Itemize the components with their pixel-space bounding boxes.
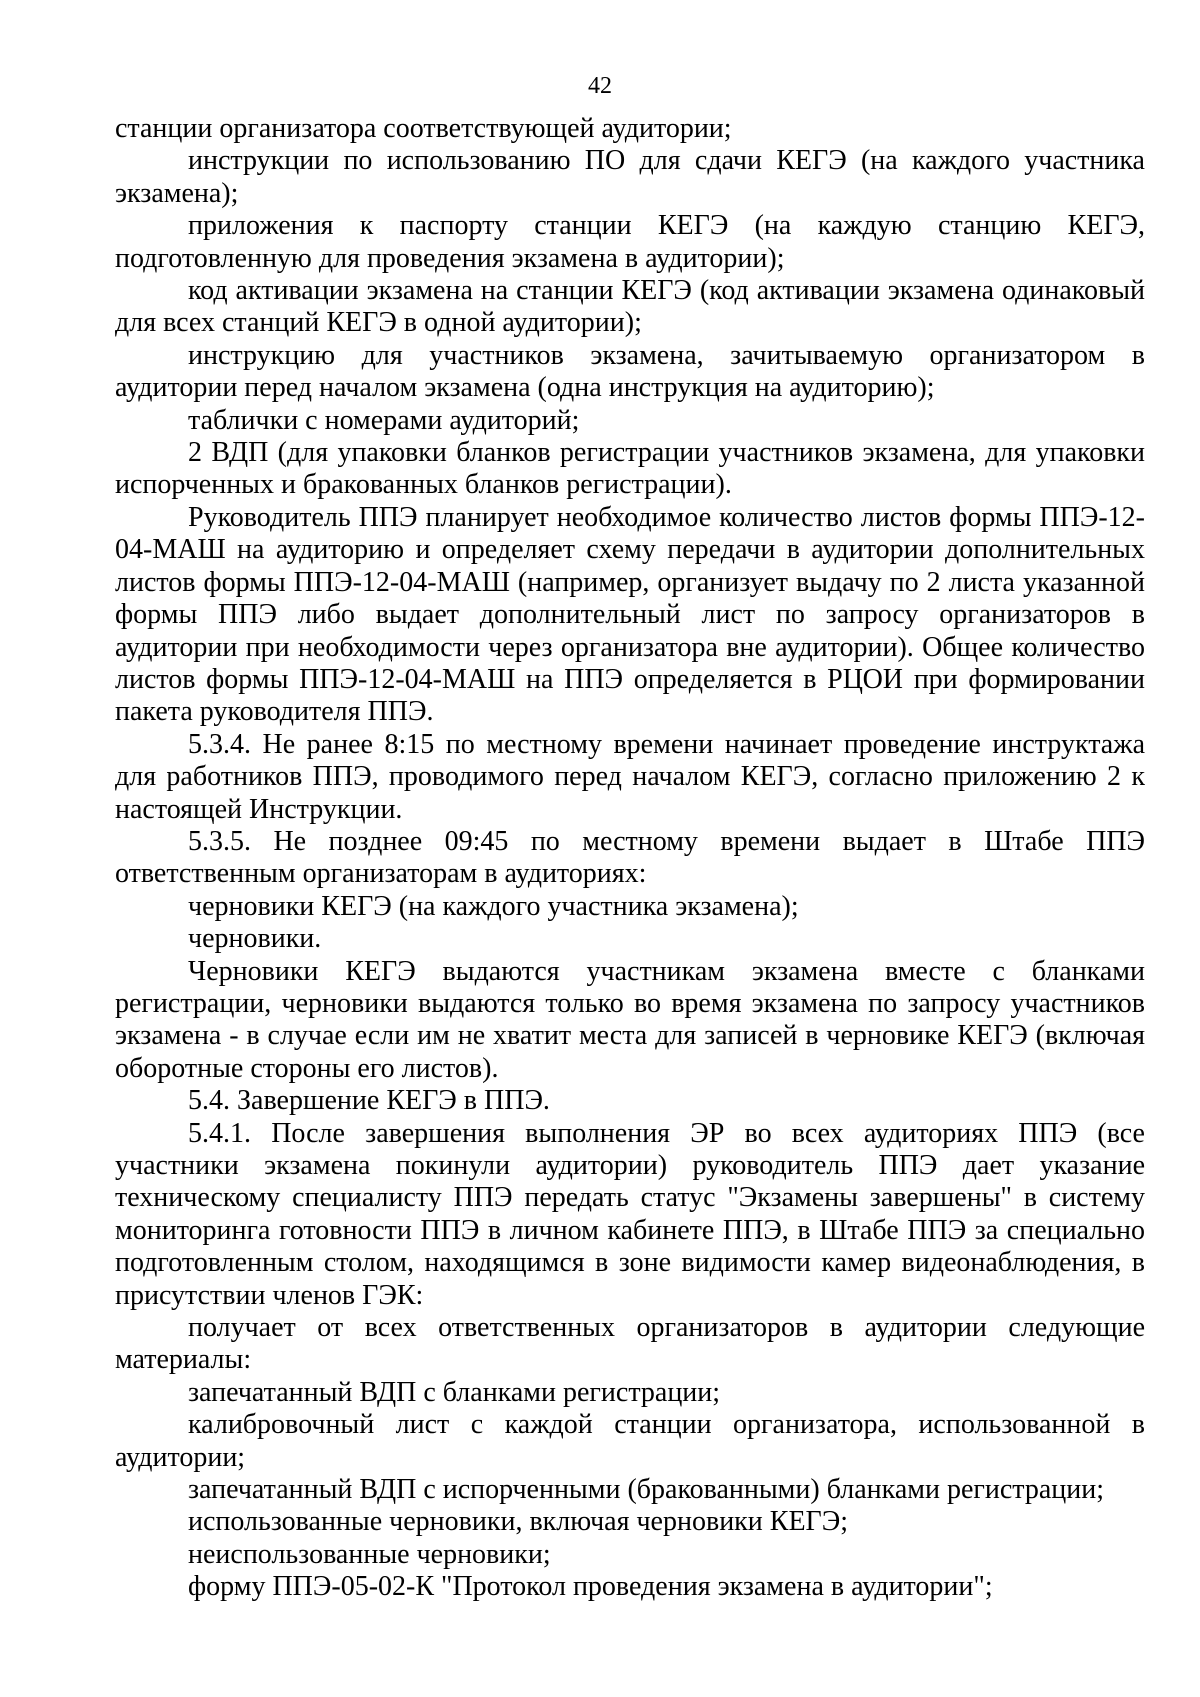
paragraph: запечатанный ВДП с бланками регистрации; (188, 1376, 721, 1408)
paragraph: код активации экзамена на станции КЕГЭ (код активации экзамена одинаковый для всех станций КЕГЭ в одной аудитории); (115, 275, 1145, 339)
section-paragraph: 5.3.4. Не ранее 8:15 по местному времени начинает проведение инструктажа для работников ППЭ, проводимого перед началом КЕГЭ, согласно приложению 2 к настоящей Инструкции. (115, 728, 1145, 825)
paragraph: инструкцию для участников экзамена, зачитываемую организатором в аудитории перед началом экзамена (одна инструкция на аудиторию); (115, 339, 1145, 404)
paragraph: таблички с номерами аудиторий; (188, 404, 580, 436)
paragraph: черновики. (188, 923, 322, 955)
paragraph: форму ППЭ-05-02-К "Протокол проведения экзамена в аудитории"; (188, 1571, 993, 1603)
paragraph: приложения к паспорту станции КЕГЭ (на каждую станцию КЕГЭ, подготовленную для проведения экзамена в аудитории); (115, 210, 1145, 274)
paragraph: Руководитель ППЭ планирует необходимое количество листов формы ППЭ-12-04-МАШ на аудиторию и определяет схему передачи в аудитории дополнительных листов формы ППЭ-12-04-МАШ (например, организует выдачу по 2 листа указанной формы ППЭ либо выдает дополнительный лист по запросу организаторов в аудитории при необходимости через организатора вне аудитории). Общее количество листов формы ППЭ-12-04-МАШ на ППЭ определяется в РЦОИ при формировании пакета руководителя ППЭ. (115, 501, 1145, 728)
paragraph: станции организатора соответствующей аудитории; (115, 113, 732, 144)
section-paragraph: 5.4.1. После завершения выполнения ЭР во всех аудиториях ППЭ (все участники экзамена покинули аудитории) руководитель ППЭ дает указание техническому специалисту ППЭ передать статус "Экзамены завершены" в систему мониторинга готовности ППЭ в личном кабинете ППЭ, в Штабе ППЭ за специально подготовленным столом, находящимся в зоне видимости камер видеонаблюдения, в присутствии членов ГЭК: (115, 1117, 1145, 1311)
paragraph: неиспользованные черновики; (188, 1538, 551, 1570)
paragraph: калибровочный лист с каждой станции организатора, использованной в аудитории; (115, 1409, 1145, 1473)
page-number: 42 (588, 73, 612, 99)
paragraph: Черновики КЕГЭ выдаются участникам экзамена вместе с бланками регистрации, черновики выдаются только во время экзамена по запросу участников экзамена - в случае если им не хватит места для записей в черновике КЕГЭ (включая оборотные стороны его листов). (115, 955, 1145, 1084)
paragraph: использованные черновики, включая черновики КЕГЭ; (188, 1506, 848, 1538)
paragraph: запечатанный ВДП с испорченными (бракованными) бланками регистрации; (188, 1474, 1105, 1506)
paragraph: 2 ВДП (для упаковки бланков регистрации участников экзамена, для упаковки испорченных и бракованных бланков регистрации). (115, 437, 1145, 501)
paragraph: инструкции по использованию ПО для сдачи КЕГЭ (на каждого участника экзамена); (115, 145, 1145, 209)
paragraph: черновики КЕГЭ (на каждого участника экзамена); (188, 890, 799, 922)
section-paragraph: 5.3.5. Не позднее 09:45 по местному времени выдает в Штабе ППЭ ответственным организаторам в аудиториях: (115, 825, 1145, 890)
section-heading: 5.4. Завершение КЕГЭ в ППЭ. (188, 1085, 550, 1117)
paragraph: получает от всех ответственных организаторов в аудитории следующие материалы: (115, 1312, 1145, 1376)
document-body (115, 113, 1145, 1604)
